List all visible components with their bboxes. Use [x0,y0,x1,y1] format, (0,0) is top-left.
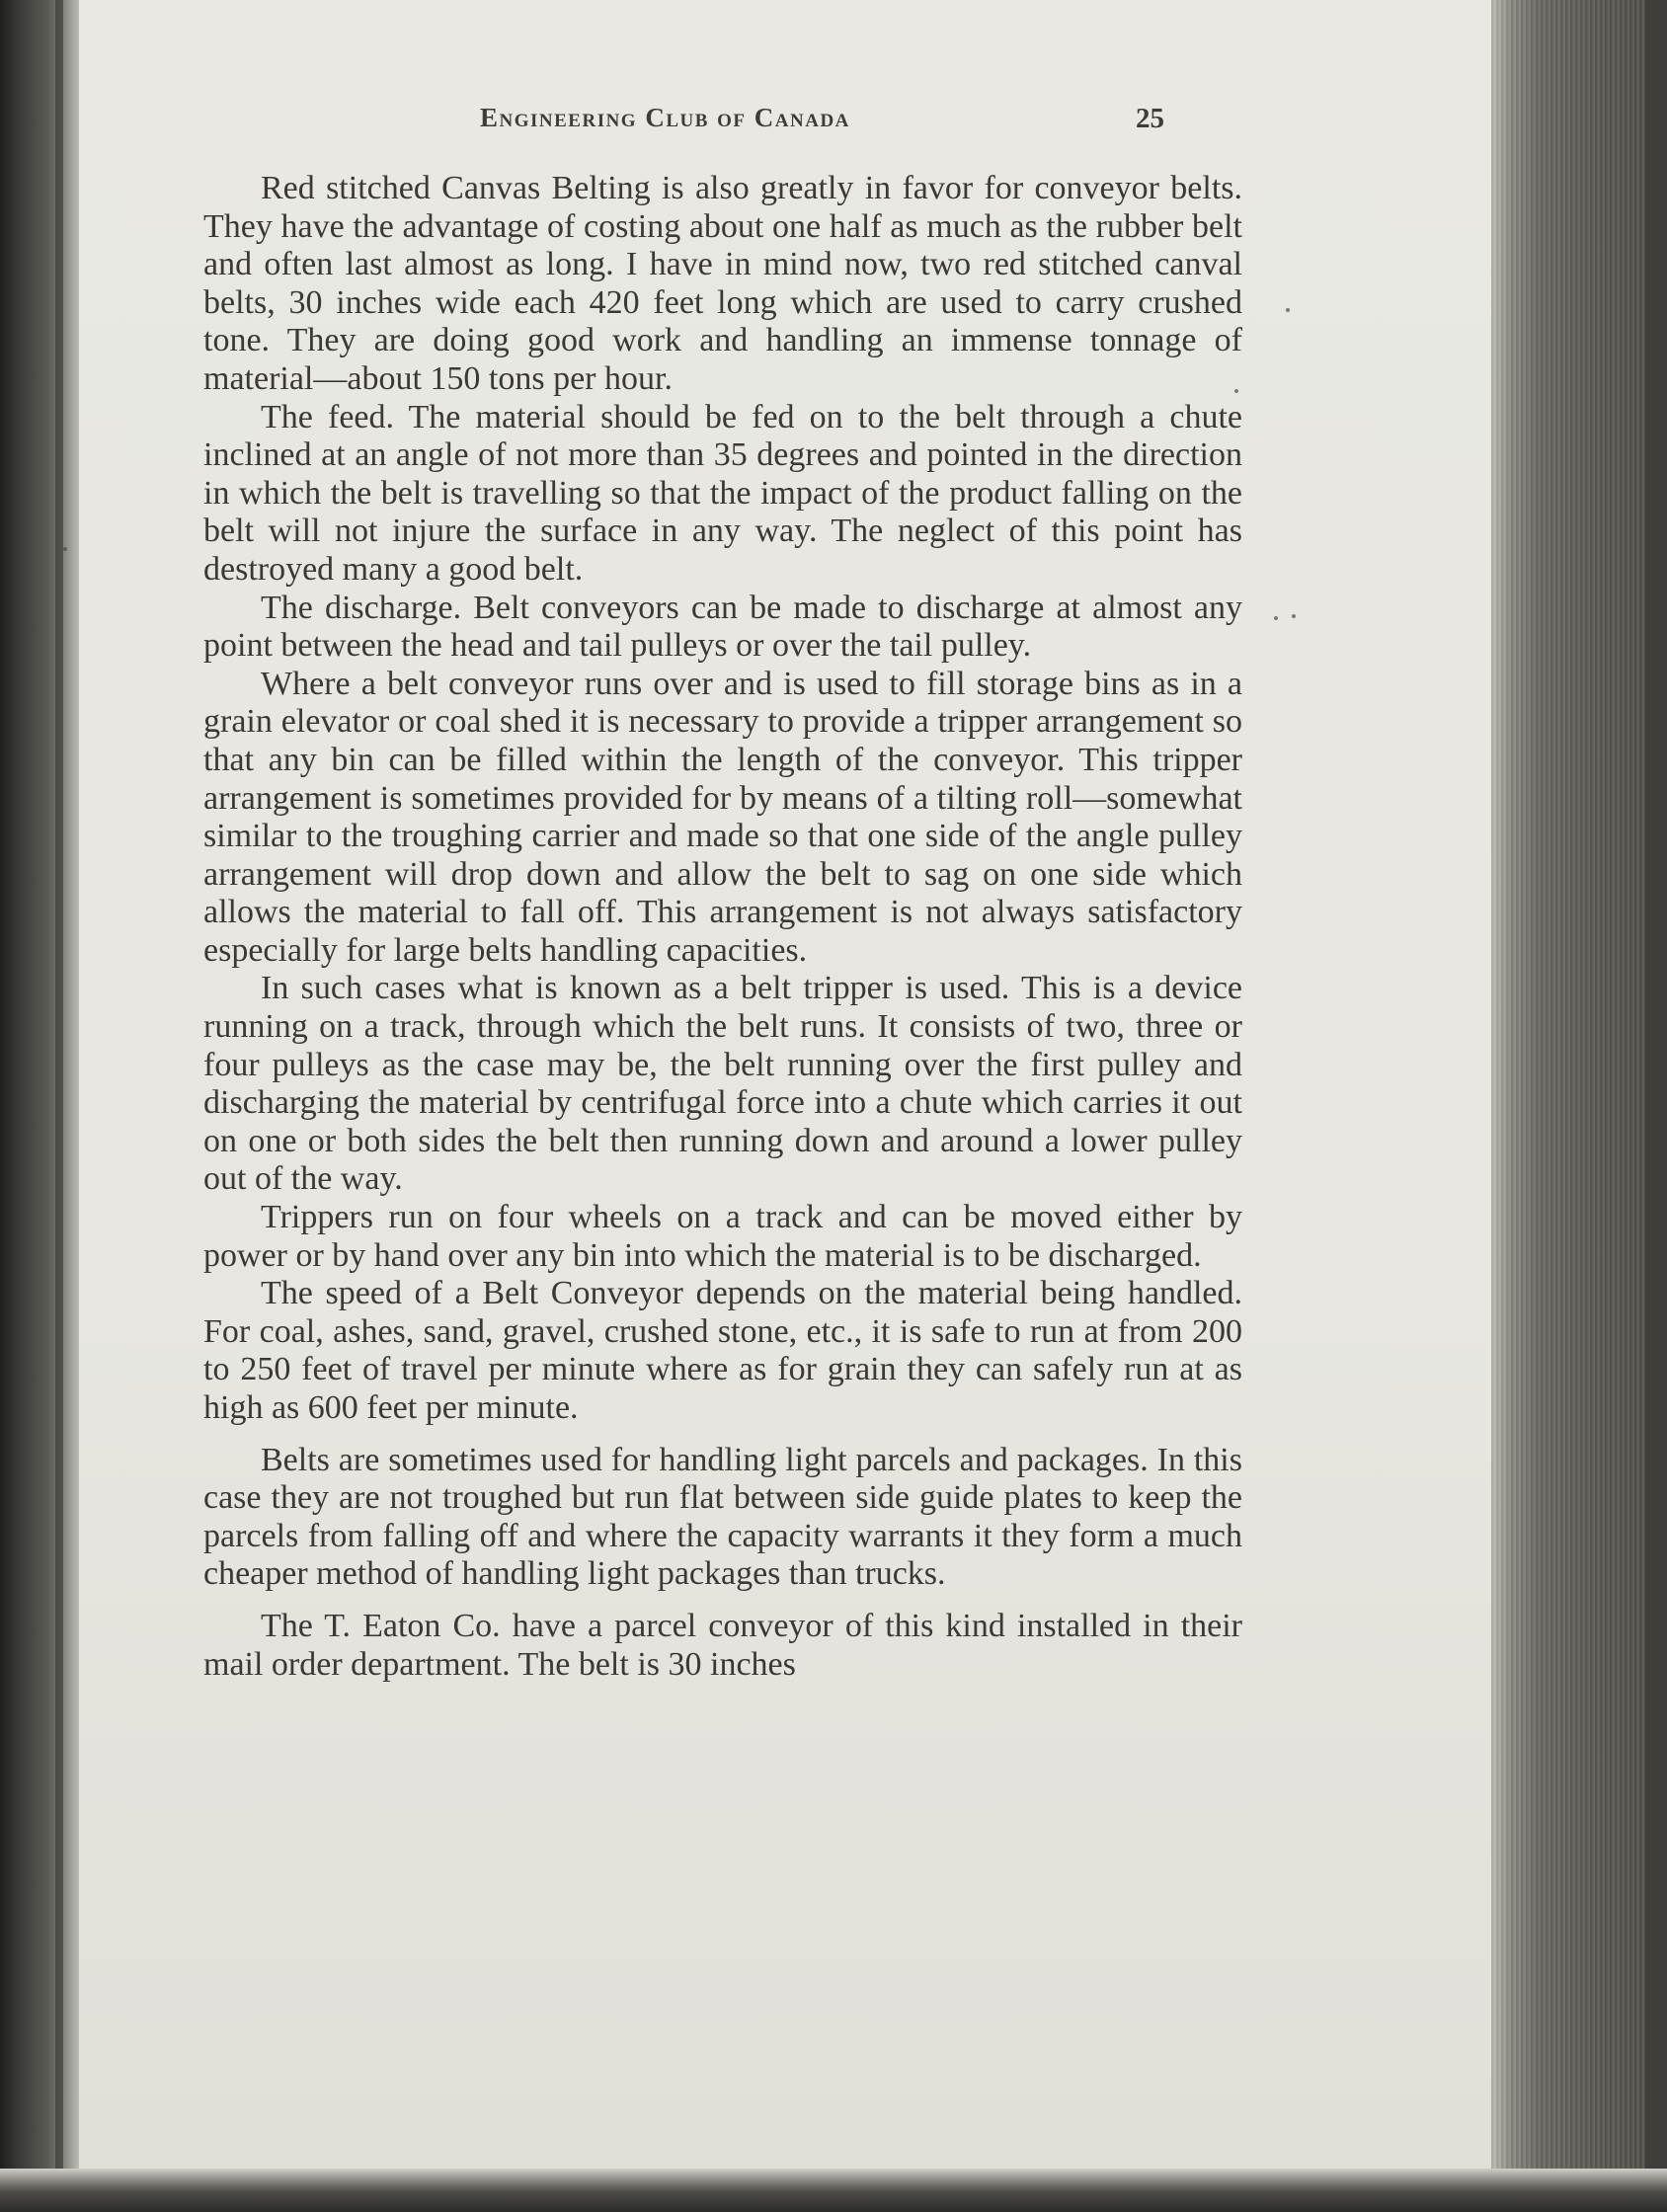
page-edges-block [1491,0,1667,2212]
paragraph: Trippers run on four wheels on a track and can be moved either by power or by hand over any bin into which the material is to be discharged. [203,1199,1242,1274]
paragraph: The discharge. Belt conveyors can be made to discharge at almost any point between the head and tail pulleys or over the tail pulley. [203,589,1242,665]
speck-mark [1286,308,1290,312]
paragraph: The T. Eaton Co. have a parcel conveyor of this kind installed in their mail order department. The belt is 30 inches [203,1607,1242,1683]
speck-mark [63,547,67,551]
running-header [480,103,1171,146]
left-page-gutter [0,0,79,2212]
speck-mark [1274,616,1278,620]
body-text [203,170,1242,1684]
bottom-page-edge [0,2169,1667,2212]
paragraph: Where a belt conveyor runs over and is used to fill storage bins as in a grain elevator or coal shed it is necessary to provide a tripper arrangement so that any bin can be filled within the length of the conveyor. This tripper arrangement is sometimes provided for by means of a tilting roll—somewhat similar to the troughing carrier and made so that one side of the angle pulley arrangement will drop down and allow the belt to sag on one side which allows the material to fall off. This arrangement is not always satisfactory especially for large belts handling capacities. [203,665,1242,969]
book-cover-edge [1645,0,1667,2212]
speck-mark [1292,614,1296,618]
paragraph: The feed. The material should be fed on to the belt through a chute inclined at an angle of not more than 35 degrees and pointed in the direction in which the belt is travelling so that the impact of the product falling on the belt will not injure the surface in any way. The neglect of this point has destroyed many a good belt. [203,398,1242,588]
paragraph: Belts are sometimes used for handling light parcels and packages. In this case they are not troughed but run flat between side guide plates to keep the parcels from falling off and where the capacity warrants it they form a much cheaper method of handling light packages than trucks. [203,1441,1242,1593]
paragraph: The speed of a Belt Conveyor depends on the material being handled. For coal, ashes, sand, gravel, crushed stone, etc., it is safe to run at from 200 to 250 feet of travel per minute where as for grain they can safely run at as high as 600 feet per minute. [203,1275,1242,1426]
running-head-title: Engineering Club of Canada [480,103,850,132]
page-number: 25 [1136,103,1164,134]
binding-shadow [55,0,63,2212]
paragraph: In such cases what is known as a belt tripper is used. This is a device running on a track, through which the belt runs. It consists of two, three or four pulleys as the case may be, the belt running over the first pulley and discharging the material by centrifugal force into a chute which carries it out on one or both sides the belt then running down and around a lower pulley out of the way. [203,970,1242,1198]
paragraph: Red stitched Canvas Belting is also greatly in favor for conveyor belts. They have the advantage of costing about one half as much as the rubber belt and often last almost as long. I have in mind now, two red stitched canval belts, 30 inches wide each 420 feet long which are used to carry crushed tone. They are doing good work and handling an immense tonnage of material—about 150 tons per hour. [203,170,1242,397]
